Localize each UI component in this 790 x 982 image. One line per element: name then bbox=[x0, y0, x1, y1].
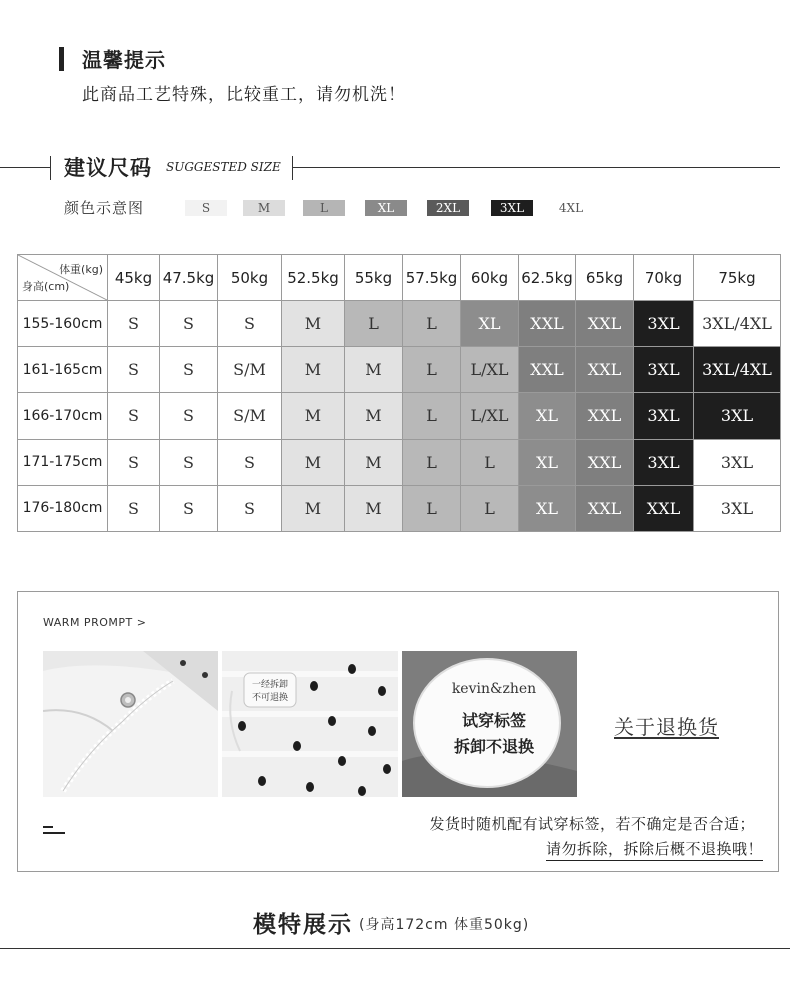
height-range-cell: 176-180cm bbox=[18, 485, 108, 531]
heading-rule-left bbox=[0, 167, 50, 168]
return-policy-link[interactable]: 关于退换货 bbox=[614, 715, 719, 739]
model-section-subtitle: (身高172cm 体重50kg) bbox=[359, 917, 530, 933]
size-cell: S bbox=[160, 393, 218, 439]
notice-title-bar bbox=[59, 47, 64, 71]
tag-small-line-1: 一经拆卸 bbox=[251, 680, 289, 690]
size-cell: L bbox=[403, 439, 461, 485]
size-cell: XXL bbox=[576, 347, 634, 393]
size-cell: L bbox=[403, 393, 461, 439]
size-cell: 3XL bbox=[694, 485, 781, 531]
size-cell: 3XL bbox=[694, 439, 781, 485]
size-cell: 3XL bbox=[634, 347, 694, 393]
model-section-rule bbox=[0, 948, 790, 949]
heading-tick-left bbox=[50, 156, 51, 180]
weight-header: 62.5kg bbox=[519, 255, 576, 301]
size-cell: XXL bbox=[576, 301, 634, 347]
size-cell: L bbox=[461, 439, 519, 485]
size-section-subtitle: SUGGESTED SIZE bbox=[166, 160, 281, 174]
decorative-dash-icon bbox=[43, 826, 65, 832]
weight-header: 60kg bbox=[461, 255, 519, 301]
size-cell: L/XL bbox=[461, 347, 519, 393]
heading-tick-right bbox=[292, 156, 293, 180]
size-cell: S bbox=[218, 301, 282, 347]
size-cell: M bbox=[345, 393, 403, 439]
weight-header: 70kg bbox=[634, 255, 694, 301]
size-cell: XL bbox=[519, 485, 576, 531]
size-cell: L bbox=[461, 485, 519, 531]
table-row bbox=[18, 485, 781, 531]
size-cell: XXL bbox=[576, 393, 634, 439]
size-cell: M bbox=[282, 439, 345, 485]
weight-header: 57.5kg bbox=[403, 255, 461, 301]
size-cell: XXL bbox=[519, 301, 576, 347]
size-cell: M bbox=[345, 485, 403, 531]
size-cell: M bbox=[282, 393, 345, 439]
weight-header: 55kg bbox=[345, 255, 403, 301]
corner-height-label: 身高(cm) bbox=[22, 280, 70, 293]
weight-header: 45kg bbox=[108, 255, 160, 301]
table-row bbox=[18, 439, 781, 485]
size-cell: M bbox=[282, 485, 345, 531]
tag-brand: kevin&zhen bbox=[451, 681, 537, 697]
size-cell: L bbox=[345, 301, 403, 347]
size-cell: XXL bbox=[576, 485, 634, 531]
table-corner-cell bbox=[18, 255, 108, 301]
size-cell: M bbox=[282, 347, 345, 393]
tag-line-1: 试穿标签 bbox=[461, 711, 527, 730]
size-cell: XL bbox=[519, 393, 576, 439]
photo-fabric-tag bbox=[222, 651, 398, 797]
size-cell: M bbox=[345, 347, 403, 393]
size-cell: XXL bbox=[519, 347, 576, 393]
size-cell: S bbox=[108, 347, 160, 393]
shipping-note-line-2: 请勿拆除，拆除后概不退换哦！ bbox=[546, 838, 763, 861]
size-cell: 3XL bbox=[634, 439, 694, 485]
table-row bbox=[18, 393, 781, 439]
size-cell: 3XL bbox=[634, 393, 694, 439]
photo-garment-collar bbox=[43, 651, 218, 797]
legend-swatch-l: L bbox=[303, 200, 345, 216]
size-cell: S bbox=[218, 485, 282, 531]
size-cell: S bbox=[160, 485, 218, 531]
size-cell: 3XL/4XL bbox=[694, 347, 781, 393]
weight-header: 65kg bbox=[576, 255, 634, 301]
size-cell: S bbox=[108, 393, 160, 439]
height-range-cell: 171-175cm bbox=[18, 439, 108, 485]
notice-title: 温馨提示 bbox=[82, 48, 166, 72]
size-cell: 3XL bbox=[634, 301, 694, 347]
size-cell: S bbox=[218, 439, 282, 485]
table-row bbox=[18, 301, 781, 347]
size-cell: 3XL/4XL bbox=[694, 301, 781, 347]
height-range-cell: 155-160cm bbox=[18, 301, 108, 347]
size-cell: S/M bbox=[218, 347, 282, 393]
size-cell: S bbox=[108, 439, 160, 485]
weight-header: 50kg bbox=[218, 255, 282, 301]
shipping-note-line-1: 发货时随机配有试穿标签，若不确定是否合适； bbox=[429, 815, 755, 833]
size-section-title: 建议尺码 bbox=[64, 156, 152, 180]
height-range-cell: 166-170cm bbox=[18, 393, 108, 439]
height-range-cell: 161-165cm bbox=[18, 347, 108, 393]
size-cell: S bbox=[108, 301, 160, 347]
weight-header: 47.5kg bbox=[160, 255, 218, 301]
size-cell: S bbox=[108, 485, 160, 531]
size-cell: L bbox=[403, 301, 461, 347]
legend-swatch-s: S bbox=[185, 200, 227, 216]
tag-small-line-2: 不可退换 bbox=[251, 693, 289, 703]
legend-swatch-xl: XL bbox=[365, 200, 407, 216]
tag-line-2: 拆卸不退换 bbox=[453, 737, 535, 756]
photo-trial-tag bbox=[402, 651, 577, 797]
warm-prompt-title: WARM PROMPT > bbox=[43, 616, 147, 629]
weight-header: 75kg bbox=[694, 255, 781, 301]
size-cell: XL bbox=[519, 439, 576, 485]
legend-swatch-3xl: 3XL bbox=[491, 200, 533, 216]
size-cell: M bbox=[345, 439, 403, 485]
legend-swatch-2xl: 2XL bbox=[427, 200, 469, 216]
model-section-title: 模特展示 bbox=[253, 911, 353, 938]
legend-swatch-m: M bbox=[243, 200, 285, 216]
color-legend-label: 颜色示意图 bbox=[64, 199, 145, 217]
table-row bbox=[18, 347, 781, 393]
size-cell: XXL bbox=[634, 485, 694, 531]
size-cell: XXL bbox=[576, 439, 634, 485]
size-cell: L bbox=[403, 485, 461, 531]
size-cell: M bbox=[282, 301, 345, 347]
size-cell: S bbox=[160, 347, 218, 393]
notice-text: 此商品工艺特殊，比较重工，请勿机洗！ bbox=[82, 85, 406, 105]
size-cell: S bbox=[160, 301, 218, 347]
size-cell: S/M bbox=[218, 393, 282, 439]
legend-swatch-4xl: 4XL bbox=[553, 200, 589, 216]
size-cell: S bbox=[160, 439, 218, 485]
size-cell: XL bbox=[461, 301, 519, 347]
heading-rule-right bbox=[292, 167, 780, 168]
corner-weight-label: 体重(kg) bbox=[59, 263, 103, 276]
size-cell: 3XL bbox=[694, 393, 781, 439]
weight-header: 52.5kg bbox=[282, 255, 345, 301]
size-cell: L/XL bbox=[461, 393, 519, 439]
size-cell: L bbox=[403, 347, 461, 393]
size-chart-table bbox=[17, 254, 781, 532]
